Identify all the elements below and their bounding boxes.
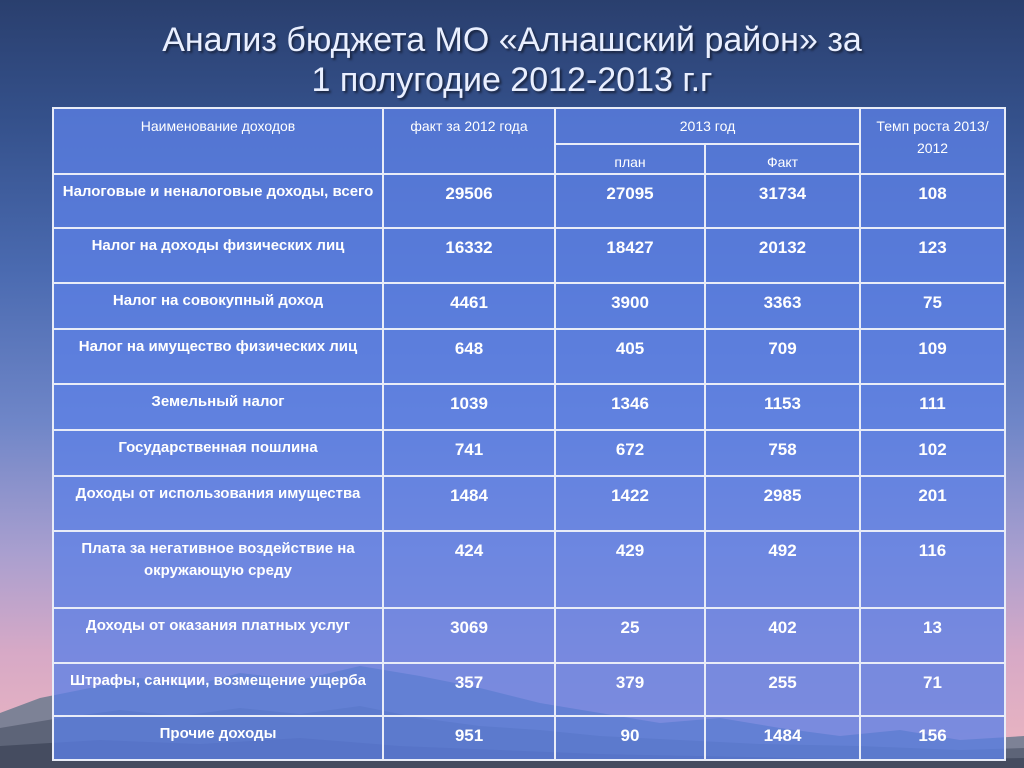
row-growth: 156 (860, 716, 1005, 760)
row-fact-2013: 255 (705, 663, 860, 716)
table-row (53, 716, 1005, 760)
title-line-1: Анализ бюджета МО «Алнашский район» за (162, 21, 862, 59)
row-name: Налог на доходы физических лиц (53, 228, 383, 283)
row-growth: 75 (860, 283, 1005, 329)
row-fact-2013: 758 (705, 430, 860, 476)
header-plan: план (555, 144, 705, 174)
row-name: Земельный налог (53, 384, 383, 430)
row-fact-2012: 424 (383, 531, 555, 608)
table-row (53, 228, 1005, 283)
table-row (53, 663, 1005, 716)
row-plan-2013: 27095 (555, 174, 705, 228)
row-fact-2013: 2985 (705, 476, 860, 531)
table-row (53, 283, 1005, 329)
row-growth: 108 (860, 174, 1005, 228)
row-fact-2012: 648 (383, 329, 555, 384)
row-plan-2013: 90 (555, 716, 705, 760)
row-plan-2013: 1346 (555, 384, 705, 430)
page-title (0, 20, 1024, 100)
row-growth: 109 (860, 329, 1005, 384)
header-income-name: Наименование доходов (53, 108, 383, 174)
budget-table-container (52, 107, 1004, 761)
header-year-2013: 2013 год (555, 108, 860, 144)
row-plan-2013: 429 (555, 531, 705, 608)
row-fact-2013: 709 (705, 329, 860, 384)
row-growth: 13 (860, 608, 1005, 663)
table-row (53, 430, 1005, 476)
row-fact-2013: 1153 (705, 384, 860, 430)
header-fact-2013: Факт (705, 144, 860, 174)
row-fact-2012: 357 (383, 663, 555, 716)
row-name: Доходы от использования имущества (53, 476, 383, 531)
table-row (53, 608, 1005, 663)
row-plan-2013: 672 (555, 430, 705, 476)
row-growth: 123 (860, 228, 1005, 283)
row-fact-2013: 3363 (705, 283, 860, 329)
row-fact-2012: 951 (383, 716, 555, 760)
header-growth-rate: Темп роста 2013/ 2012 (860, 108, 1005, 174)
row-growth: 201 (860, 476, 1005, 531)
row-fact-2013: 492 (705, 531, 860, 608)
row-fact-2012: 1484 (383, 476, 555, 531)
row-name: Налоговые и неналоговые доходы, всего (53, 174, 383, 228)
row-plan-2013: 25 (555, 608, 705, 663)
row-plan-2013: 405 (555, 329, 705, 384)
table-row (53, 384, 1005, 430)
row-plan-2013: 18427 (555, 228, 705, 283)
row-name: Государственная пошлина (53, 430, 383, 476)
row-plan-2013: 379 (555, 663, 705, 716)
row-growth: 116 (860, 531, 1005, 608)
row-growth: 71 (860, 663, 1005, 716)
table-row (53, 476, 1005, 531)
row-name: Плата за негативное воздействие на окружающую среду (53, 531, 383, 608)
row-fact-2013: 402 (705, 608, 860, 663)
row-name: Доходы от оказания платных услуг (53, 608, 383, 663)
row-fact-2013: 20132 (705, 228, 860, 283)
header-fact-2012: факт за 2012 года (383, 108, 555, 174)
row-fact-2013: 1484 (705, 716, 860, 760)
table-row (53, 329, 1005, 384)
table-row (53, 174, 1005, 228)
row-name: Налог на имущество физических лиц (53, 329, 383, 384)
row-fact-2012: 16332 (383, 228, 555, 283)
row-fact-2012: 3069 (383, 608, 555, 663)
row-name: Прочие доходы (53, 716, 383, 760)
row-plan-2013: 1422 (555, 476, 705, 531)
row-fact-2012: 741 (383, 430, 555, 476)
row-growth: 111 (860, 384, 1005, 430)
row-fact-2012: 4461 (383, 283, 555, 329)
row-name: Штрафы, санкции, возмещение ущерба (53, 663, 383, 716)
row-fact-2012: 1039 (383, 384, 555, 430)
row-fact-2012: 29506 (383, 174, 555, 228)
row-name: Налог на совокупный доход (53, 283, 383, 329)
title-line-2: 1 полугодие 2012-2013 г.г (311, 61, 713, 99)
budget-table (52, 107, 1006, 761)
table-row (53, 531, 1005, 608)
row-growth: 102 (860, 430, 1005, 476)
row-fact-2013: 31734 (705, 174, 860, 228)
row-plan-2013: 3900 (555, 283, 705, 329)
